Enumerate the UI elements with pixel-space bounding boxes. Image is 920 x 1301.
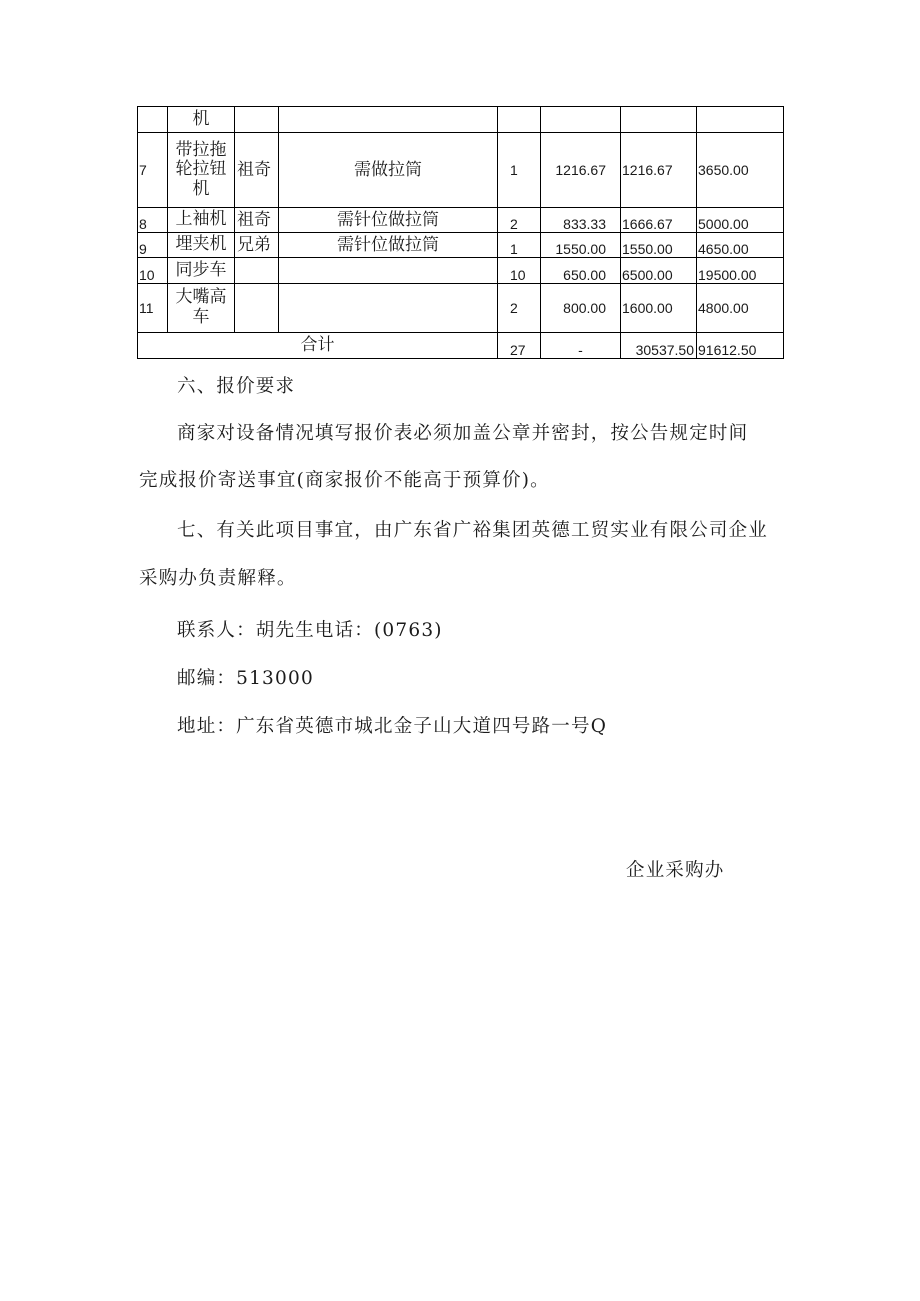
quotation-table (137, 106, 784, 359)
cell-name: 埋夹机 (168, 233, 235, 258)
cell-qty: 1 (498, 233, 541, 258)
cell-subtotal: 1550.00 (621, 233, 697, 258)
cell-qty (498, 107, 541, 133)
cell-total: 4800.00 (697, 284, 784, 333)
section-7-line-2: 采购办负责解释。 (139, 568, 297, 589)
cell-requirement: 需针位做拉筒 (279, 233, 498, 258)
summary-subtotal: 30537.50 (621, 333, 697, 359)
cell-brand (235, 258, 279, 284)
section-6-heading: 六、报价要求 (177, 376, 296, 397)
table-row (138, 233, 784, 258)
cell-unit-price: 833.33 (541, 208, 621, 233)
cell-subtotal: 1216.67 (621, 133, 697, 208)
cell-no: 8 (138, 208, 168, 233)
cell-brand: 兄弟 (235, 233, 279, 258)
contact-address: 地址：广东省英德市城北金子山大道四号路一号Q (177, 716, 608, 737)
table-row (138, 258, 784, 284)
summary-label: 合计 (138, 333, 498, 359)
cell-subtotal: 1666.67 (621, 208, 697, 233)
cell-name: 大嘴高车 (168, 284, 235, 333)
cell-unit-price: 1550.00 (541, 233, 621, 258)
cell-brand (235, 107, 279, 133)
cell-no: 7 (138, 133, 168, 208)
cell-total (697, 107, 784, 133)
cell-requirement (279, 284, 498, 333)
cell-total: 5000.00 (697, 208, 784, 233)
cell-qty: 10 (498, 258, 541, 284)
cell-unit-price: 650.00 (541, 258, 621, 284)
cell-requirement: 需针位做拉筒 (279, 208, 498, 233)
cell-qty: 1 (498, 133, 541, 208)
section-7-line-1: 七、有关此项目事宜，由广东省广裕集团英德工贸实业有限公司企业 (177, 520, 769, 541)
section-6-line-1: 商家对设备情况填写报价表必须加盖公章并密封，按公告规定时间 (177, 423, 749, 444)
table-row (138, 208, 784, 233)
cell-no: 9 (138, 233, 168, 258)
cell-name: 机 (168, 107, 235, 133)
cell-brand: 祖奇 (235, 208, 279, 233)
contact-postcode: 邮编：513000 (177, 668, 314, 689)
table-summary-row (138, 333, 784, 359)
cell-total: 3650.00 (697, 133, 784, 208)
cell-requirement (279, 258, 498, 284)
cell-subtotal: 6500.00 (621, 258, 697, 284)
cell-total: 4650.00 (697, 233, 784, 258)
cell-no: 10 (138, 258, 168, 284)
cell-name: 上袖机 (168, 208, 235, 233)
cell-unit-price: 1216.67 (541, 133, 621, 208)
cell-total: 19500.00 (697, 258, 784, 284)
cell-subtotal (621, 107, 697, 133)
cell-unit-price: 800.00 (541, 284, 621, 333)
cell-subtotal: 1600.00 (621, 284, 697, 333)
summary-qty: 27 (498, 333, 541, 359)
cell-name: 带拉拖轮拉钮机 (168, 133, 235, 208)
table-row (138, 133, 784, 208)
signature: 企业采购办 (626, 860, 725, 881)
cell-unit-price (541, 107, 621, 133)
cell-requirement: 需做拉筒 (279, 133, 498, 208)
contact-person: 联系人：胡先生电话：(0763) (177, 620, 443, 641)
cell-qty: 2 (498, 208, 541, 233)
summary-total: 91612.50 (697, 333, 784, 359)
summary-unit-price: - (541, 333, 621, 359)
cell-requirement (279, 107, 498, 133)
cell-brand: 祖奇 (235, 133, 279, 208)
cell-no: 11 (138, 284, 168, 333)
cell-no (138, 107, 168, 133)
section-6-line-2: 完成报价寄送事宜(商家报价不能高于预算价)。 (139, 470, 550, 491)
cell-qty: 2 (498, 284, 541, 333)
cell-name: 同步车 (168, 258, 235, 284)
cell-brand (235, 284, 279, 333)
table-row (138, 284, 784, 333)
table-row (138, 107, 784, 133)
